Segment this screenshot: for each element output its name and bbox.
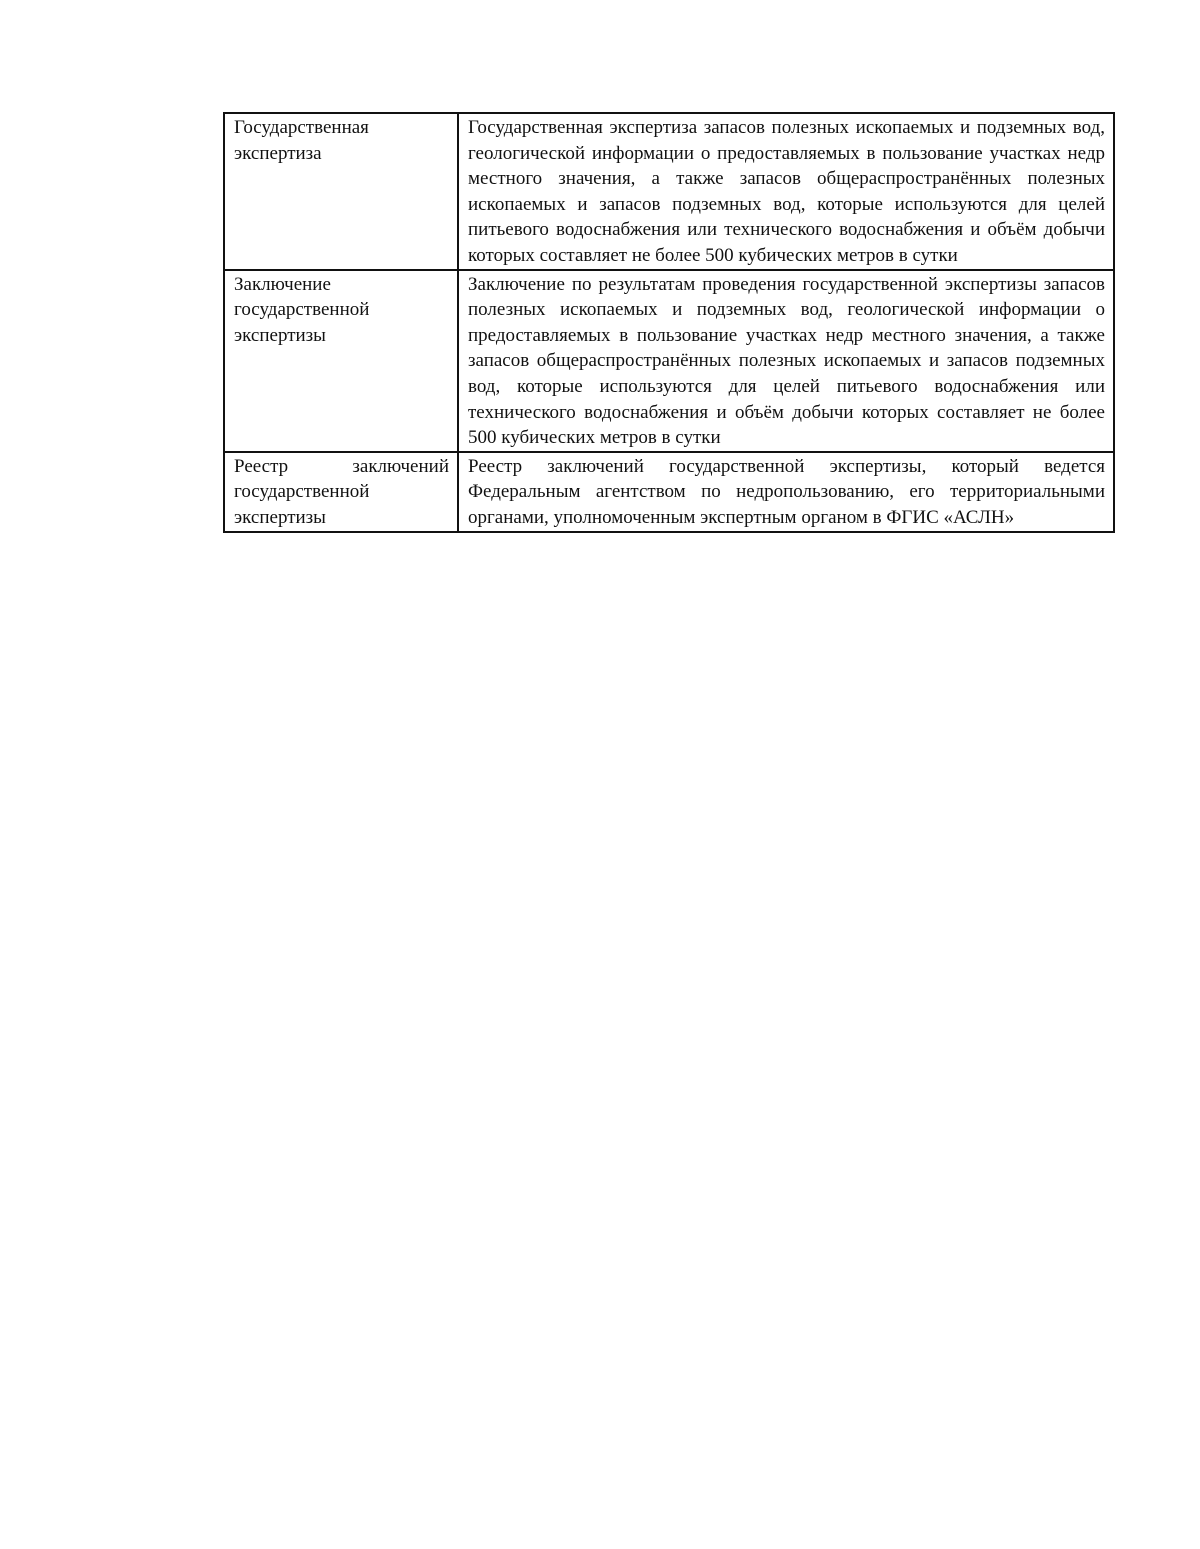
table-row <box>224 452 1114 532</box>
table-row <box>224 270 1114 452</box>
term-cell: Реестр заключений государственной экспертизы <box>224 452 458 532</box>
definition-cell: Заключение по результатам проведения государственной экспертизы запасов полезных ископаемых и подземных вод, геологической информации о предоставляемых в пользование участках недр местного значения, а также запасов общераспространённых полезных ископаемых и запасов подземных вод, которые используются для целей питьевого водоснабжения или технического водоснабжения и объём добычи которых составляет не более 500 кубических метров в сутки <box>458 270 1114 452</box>
definition-cell: Реестр заключений государственной экспертизы, который ведется Федеральным агентством по недропользованию, его территориальными органами, уполномоченным экспертным органом в ФГИС «АСЛН» <box>458 452 1114 532</box>
table-row <box>224 113 1114 270</box>
definition-cell: Государственная экспертиза запасов полезных ископаемых и подземных вод, геологической информации о предоставляемых в пользование участках недр местного значения, а также запасов общераспространённых полезных ископаемых и запасов подземных вод, которые используются для целей питьевого водоснабжения или технического водоснабжения и объём добычи которых составляет не более 500 кубических метров в сутки <box>458 113 1114 270</box>
definitions-table <box>223 112 1115 533</box>
term-cell: Заключение государственной экспертизы <box>224 270 458 452</box>
term-cell: Государственная экспертиза <box>224 113 458 270</box>
